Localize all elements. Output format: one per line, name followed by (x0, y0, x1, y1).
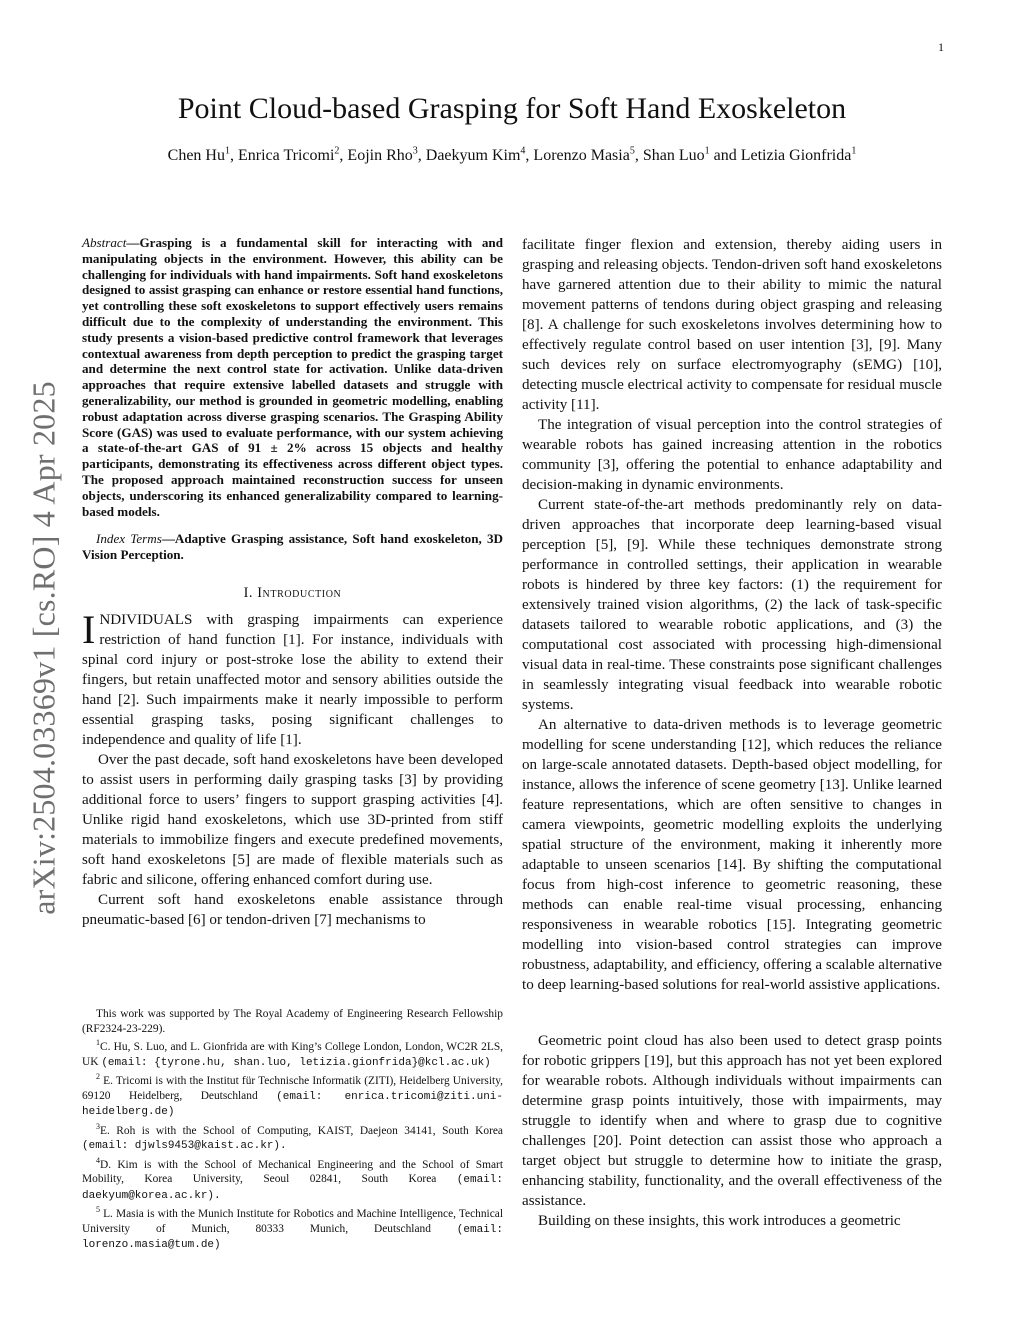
abstract-text: —Grasping is a fundamental skill for interacting with and manipulating objects in the environment. However, this ability can be challenging for individuals with hand impairments. Soft hand exoskeletons designed to assist grasping can enhance or restore essential hand functions, yet controlling these soft exoskeletons to support effectively users remains difficult due to the complexity of understanding the environment. This study presents a vision-based predictive control framework that leverages contextual awareness from depth perception to predict the grasping target and determine the next control state for activation. Unlike data-driven approaches that require extensive labelled datasets and struggle with generalizability, our method is grounded in geometric modelling, enabling robust adaptation across diverse grasping scenarios. The Grasping Ability Score (GAS) was used to evaluate performance, with our system achieving a state-of-the-art GAS of 91 ± 2% across 15 objects and healthy participants, demonstrating its effectiveness across different object types. The proposed approach maintained reconstruction success for unseen objects, underscoring its enhanced generalizability compared to learning-based models. (82, 235, 503, 519)
author: Lorenzo Masia$^5$, (533, 146, 643, 165)
left-column (82, 235, 503, 930)
index-terms-text: —Adaptive Grasping assistance, Soft hand exoskeleton, 3D Vision Perception. (82, 531, 503, 563)
email-2: (email: enrica.tricomi@ziti.uni-heidelberg.de) (82, 1090, 503, 1119)
drop-cap: I (82, 606, 96, 652)
index-terms-lead: Index Terms (96, 531, 162, 547)
page-number: 1 (938, 40, 944, 54)
right-paragraph-6: Building on these insights, this work introduces a geometric (538, 1213, 901, 1229)
arxiv-stamp: arXiv:2504.03369v1 [cs.RO] 4 Apr 2025 (25, 381, 62, 915)
footnote-3: $^3$E. Roh is with the School of Computing, KAIST, Daejeon 34141, South Korea (email: djwls9453@kaist.ac.kr). (82, 1121, 503, 1153)
right-paragraph-1: facilitate finger flexion and extension, thereby aiding users in grasping and releasing objects. Tendon-driven soft hand exoskeletons have garnered attention due to their ability to mimic the natural movement patterns of tendons during object grasping and releasing [8]. A challenge for such exoskeletons involves determining how to effectively regulate control based on user intention [3], [9]. Many such devices rely on surface electromyography (sEMG) [10], detecting muscle electrical activity to compensate for residual muscle activity [11]. (522, 237, 942, 413)
abstract (82, 235, 503, 519)
right-paragraph-4: An alternative to data-driven methods is to leverage geometric modelling for scene understanding [12], which reduces the reliance on large-scale annotated datasets. Depth-based object modelling, for instance, allows the inference of scene geometry [13]. Unlike learned feature representations, which are often sensitive to changes in camera viewpoints, geometric modelling exploits the underlying spatial structure of the environment, making it inherently more adaptable to unseen scenarios [14]. By shifting the computational focus from high-cost inference to geometric reasoning, these methods can enable real-time visual processing, enhancing responsiveness in wearable robotics [15]. Integrating geometric modelling into vision-based control strategies can improve robustness, adaptability, and efficiency, offering a scalable alternative to deep learning-based solutions for real-world assistive applications. (522, 717, 942, 993)
right-column (522, 235, 942, 1231)
paragraph-gap (522, 995, 942, 1031)
author: Enrica Tricomi$^2$, (237, 146, 348, 165)
intro-paragraph-2: Over the past decade, soft hand exoskeletons have been developed to assist users in performing daily grasping tasks [3] by providing additional force to users’ fingers to support grasping activities [4]. Unlike rigid hand exoskeletons, which use 3D-printed from stiff materials to immobilize fingers and execute predefined movements, soft hand exoskeletons [5] are made of flexible materials such as fabric and silicone, offering enhanced comfort during use. (82, 751, 503, 888)
right-paragraph-3: Current state-of-the-art methods predominantly rely on data-driven approaches that incorporate deep learning-based visual perception [5], [9]. While these techniques demonstrate strong performance in controlled settings, their application in wearable robots is hindered by three key factors: (1) the requirement for extensively trained vision algorithms, (2) the lack of task-specific datasets tailored to wearable robotic applications, and (3) the computational cost associated with processing high-dimensional visual data in real-time. These constraints pose significant challenges in seamlessly integrating visual feedback into wearable robotic systems. (522, 497, 942, 713)
footnote-funding: This work was supported by The Royal Academy of Engineering Research Fellowship (RF2324-23-229). (82, 1008, 503, 1035)
right-paragraph-5: Geometric point cloud has also been used to detect grasp points for robotic grippers [19], but this approach has not yet been explored for wearable robots. Although individuals without impairments can determine grasp points intuitively, those with impairments, may struggle to identify when and where to grasp due to cognitive challenges [20]. Point detection can assist those who approach a target object but struggle to determine how to initiate the grasp, enhancing stability, functionality, and the overall effectiveness of the assistance. (522, 1033, 942, 1209)
footnote-1: $^1$C. Hu, S. Luo, and L. Gionfrida are with King’s College London, London, WC2R 2LS, UK (email: {tyrone.hu, shan.luo, letizia.gionfrida}@kcl.ac.uk) (82, 1038, 503, 1069)
index-terms (82, 531, 503, 563)
abstract-lead: Abstract (82, 235, 127, 250)
footnote-2: $^2$ E. Tricomi is with the Institut für Technische Informatik (ZITI), Heidelberg University, 69120 Heidelberg, Deutschland (email: enrica.tricomi@ziti.uni-heidelberg.de) (82, 1072, 503, 1119)
author: Daekyum Kim$^4$, (425, 146, 534, 165)
footnote-4: $^4$D. Kim is with the School of Mechanical Engineering and the School of Smart Mobility, Korea University, Seoul 02841, South Korea (email: daekyum@korea.ac.kr). (82, 1155, 503, 1202)
author: Letizia Gionfrida$^1$ (740, 146, 857, 165)
section-heading-introduction: I. Introduction (243, 584, 342, 601)
footnote-5: $^5$ L. Masia is with the Munich Institute for Robotics and Machine Intelligence, Technical University of Munich, 80333 Munich, Deutschland (email: lorenzo.masia@tum.de) (82, 1205, 503, 1252)
intro-paragraph-3: Current soft hand exoskeletons enable assistance through pneumatic-based [6] or tendon-driven [7] mechanisms to (82, 891, 503, 928)
email-5: (email: lorenzo.masia@tum.de) (82, 1223, 503, 1252)
author: Eojin Rho$^3$, (347, 146, 426, 165)
author: Chen Hu$^1$, (167, 146, 238, 165)
email-1: (email: {tyrone.hu, shan.luo, letizia.gionfrida}@kcl.ac.uk) (101, 1056, 491, 1069)
email-3: (email: djwls9453@kaist.ac.kr). (82, 1140, 287, 1153)
right-paragraph-2: The integration of visual perception into the control strategies of wearable robots has gained increasing attention in the robotics community [3], offering the potential to enhance adaptability and decision-making in dynamic environments. (522, 417, 942, 493)
paper-title: Point Cloud-based Grasping for Soft Hand Exoskeleton (177, 92, 847, 125)
footnotes (82, 1007, 503, 1253)
author-list (60, 146, 964, 165)
intro-paragraph-1: INDIVIDUALS with grasping impairments can experience restriction of hand function [1]. For instance, individuals with spinal cord injury or post-stroke lose the ability to extend their fingers, but retain unaffected motor and sensory abilities outside the hand [2]. Such impairments make it nearly impossible to perform essential grasping tasks, posing significant challenges to independence and quality of life [1]. (82, 606, 503, 748)
email-4: (email: daekyum@korea.ac.kr). (82, 1174, 503, 1202)
author: Shan Luo$^1$ and (642, 146, 741, 165)
